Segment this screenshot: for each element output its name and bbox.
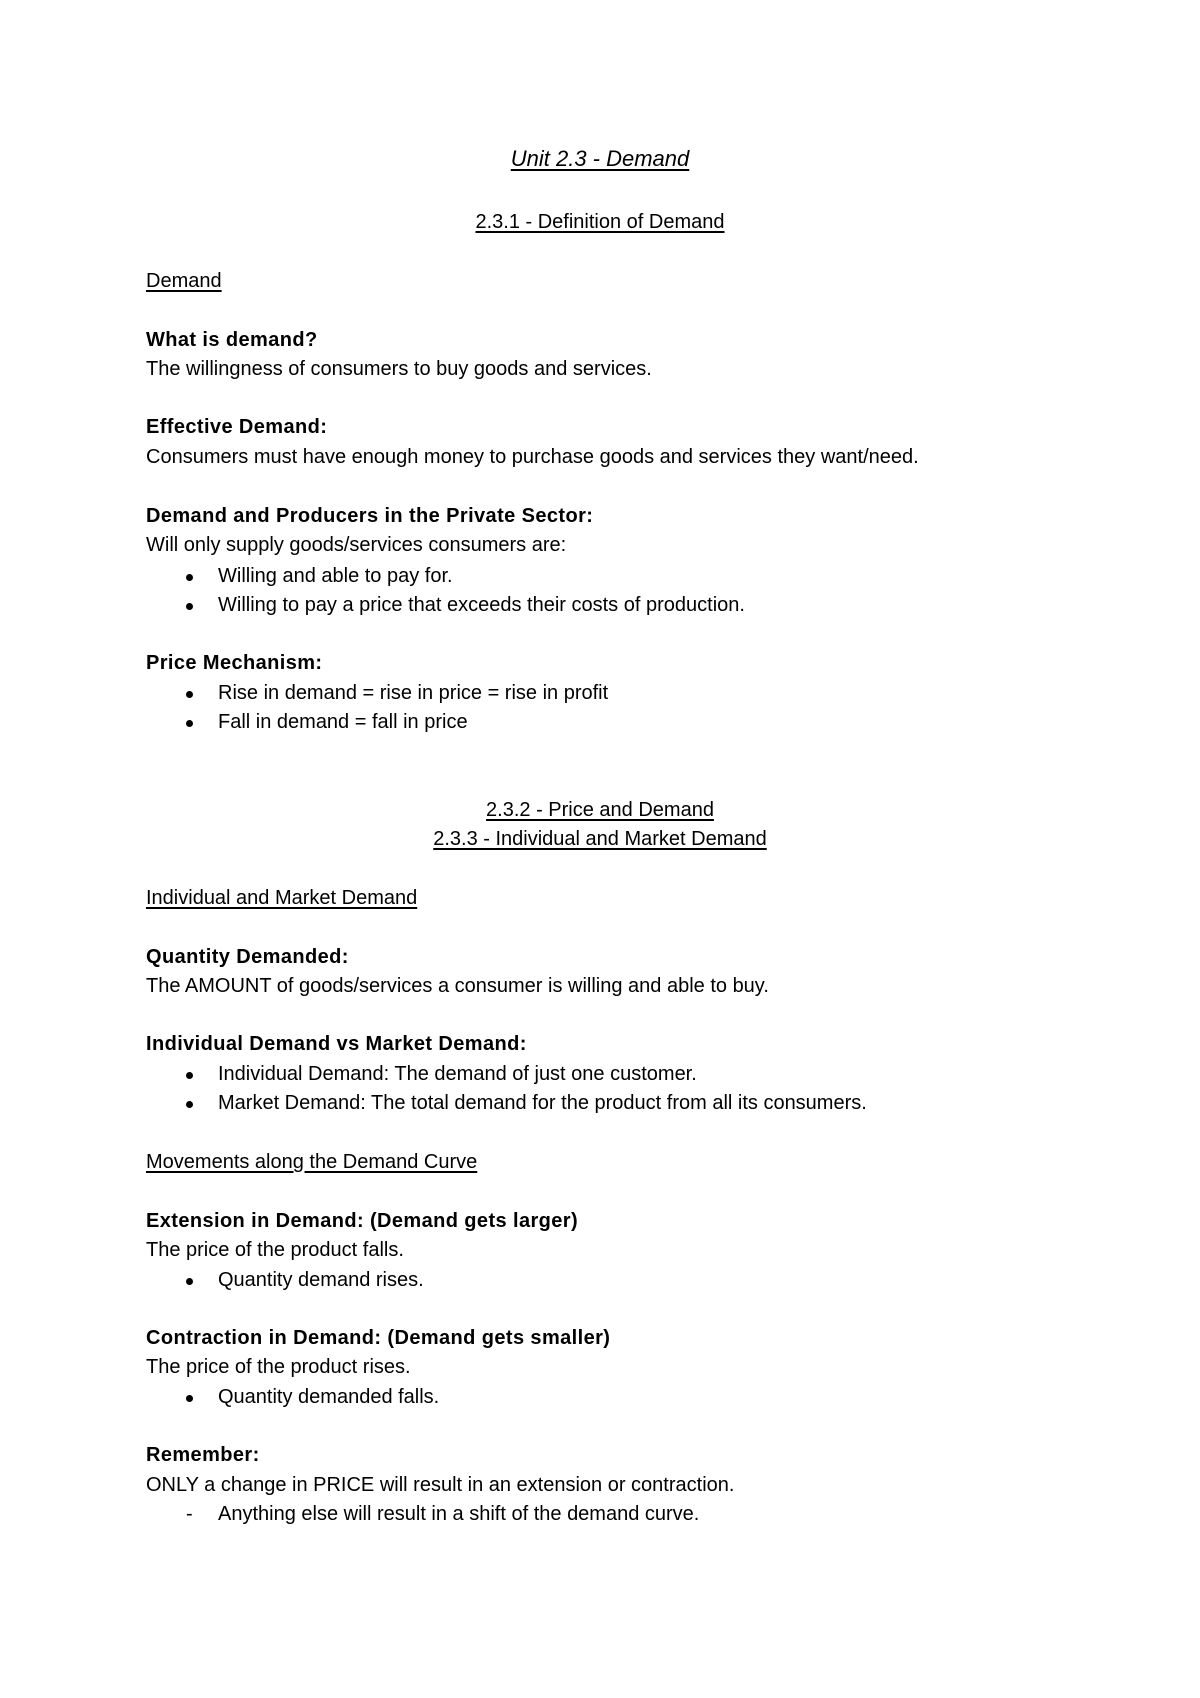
- list-item: Fall in demand = fall in price: [218, 711, 468, 733]
- list-item: Quantity demanded falls.: [218, 1386, 440, 1408]
- document-title: Unit 2.3 - Demand: [510, 146, 690, 171]
- label-demand-producers: Demand and Producers in the Private Sector:: [146, 505, 594, 527]
- section-heading-2-3-3: 2.3.3 - Individual and Market Demand: [433, 828, 767, 850]
- label-contraction: Contraction in Demand: (Demand gets smaller): [146, 1327, 611, 1349]
- list-item: Willing and able to pay for.: [218, 565, 453, 587]
- list-item: Market Demand: The total demand for the product from all its consumers.: [218, 1092, 867, 1114]
- list-item: Anything else will result in a shift of the demand curve.: [218, 1503, 700, 1525]
- label-remember: Remember:: [146, 1444, 260, 1466]
- label-extension: Extension in Demand: (Demand gets larger): [146, 1210, 579, 1232]
- label-quantity-demanded: Quantity Demanded:: [146, 946, 349, 968]
- dash-icon: -: [186, 1503, 193, 1525]
- list-item: Individual Demand: The demand of just one customer.: [218, 1063, 697, 1085]
- subheading-demand: Demand: [146, 270, 222, 292]
- bullet-icon: [186, 603, 193, 610]
- bullet-icon: [186, 1101, 193, 1108]
- text-demand-producers: Will only supply goods/services consumers are:: [146, 534, 567, 556]
- label-price-mechanism: Price Mechanism:: [146, 652, 323, 674]
- text-effective-demand: Consumers must have enough money to purchase goods and services they want/need.: [146, 446, 919, 468]
- label-individual-vs-market: Individual Demand vs Market Demand:: [146, 1033, 527, 1055]
- bullet-icon: [186, 574, 193, 581]
- bullet-icon: [186, 1278, 193, 1285]
- text-remember: ONLY a change in PRICE will result in an extension or contraction.: [146, 1474, 735, 1496]
- section-heading-2-3-1: 2.3.1 - Definition of Demand: [475, 211, 725, 233]
- bullet-icon: [186, 691, 193, 698]
- subheading-movements: Movements along the Demand Curve: [146, 1151, 478, 1173]
- subheading-individual-market: Individual and Market Demand: [146, 887, 418, 909]
- text-quantity-demanded: The AMOUNT of goods/services a consumer is willing and able to buy.: [146, 975, 769, 997]
- text-contraction: The price of the product rises.: [146, 1356, 411, 1378]
- bullet-icon: [186, 720, 193, 727]
- text-extension: The price of the product falls.: [146, 1239, 404, 1261]
- list-item: Rise in demand = rise in price = rise in profit: [218, 682, 609, 704]
- bullet-icon: [186, 1395, 193, 1402]
- bullet-icon: [186, 1072, 193, 1079]
- label-effective-demand: Effective Demand:: [146, 416, 328, 438]
- list-item: Willing to pay a price that exceeds their costs of production.: [218, 594, 745, 616]
- label-what-is-demand: What is demand?: [146, 329, 318, 351]
- section-heading-2-3-2: 2.3.2 - Price and Demand: [486, 799, 714, 821]
- list-item: Quantity demand rises.: [218, 1269, 424, 1291]
- text-what-is-demand: The willingness of consumers to buy goods and services.: [146, 358, 652, 380]
